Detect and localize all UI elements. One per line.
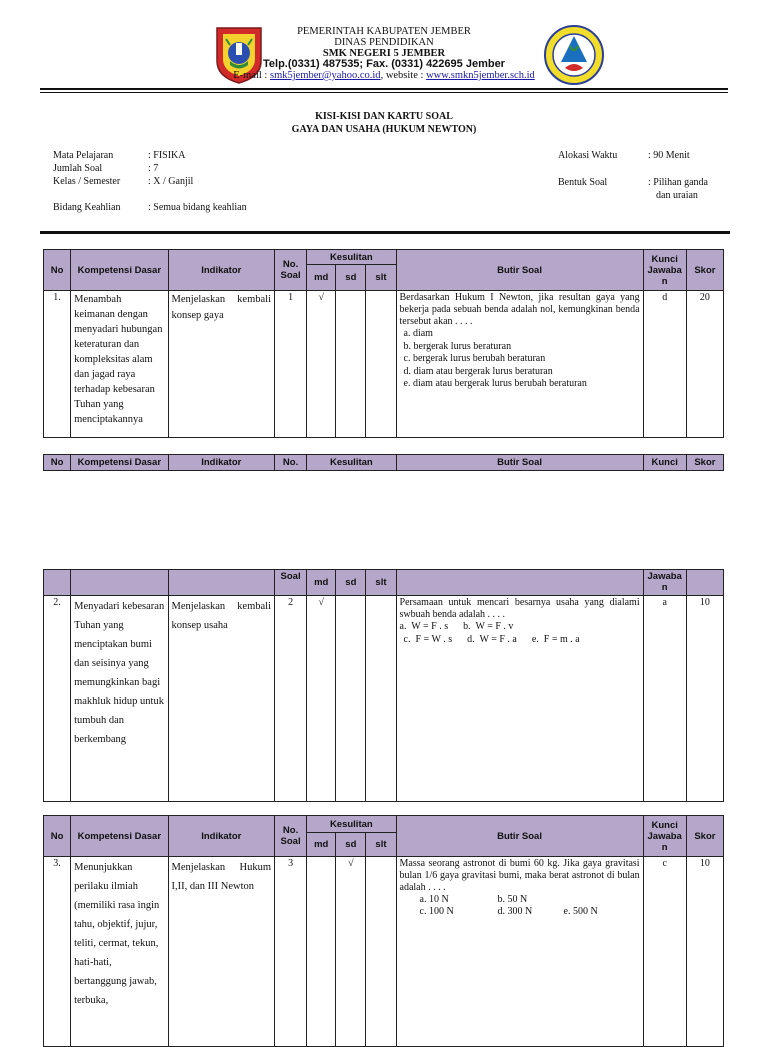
question-table-3 — [43, 815, 724, 1047]
gov-line: PEMERINTAH KABUPATEN JEMBER — [297, 26, 471, 37]
row2-kd-text: Menyadari kebesaran Tuhan yang menciptakan bumi dan seisinya yang memungkinkan bagi makhluk hidup untuk tumbuh dan berkembang — [74, 601, 165, 745]
th-kunci — [643, 250, 686, 291]
row3-option-c: c. 100 N — [419, 906, 454, 917]
th4-skor: Skor — [686, 816, 723, 857]
meta-kelas-value: : X / Ganjil — [148, 176, 194, 187]
header-rule-thick — [40, 88, 728, 90]
row3-slt — [366, 857, 396, 1047]
row1-indikator-text: Menjelaskan kembali konsep gaya — [171, 294, 271, 321]
doc-title-line1: KISI-KISI DAN KARTU SOAL — [315, 111, 453, 122]
th3-skor — [686, 570, 723, 596]
school-name: SMK NEGERI 5 JEMBER — [322, 48, 446, 59]
row1-kd — [71, 291, 168, 438]
th4-no-soal-2: Soal — [280, 836, 301, 847]
meta-bentuk-value-2: dan uraian — [656, 190, 698, 201]
th4-no-soal-1: No. — [282, 825, 299, 836]
th3-sd: sd — [336, 570, 366, 596]
meta-jumlah-value: : 7 — [148, 163, 159, 174]
th4-indikator: Indikator — [168, 816, 274, 857]
row3-kunci: c — [643, 857, 686, 1047]
row2-options-line2: c. F = W . s d. W = F . a e. F = m . a — [403, 633, 580, 645]
th2-skor: Skor — [686, 455, 723, 471]
website-prefix: , website : — [380, 70, 427, 81]
header-rule-thin — [40, 92, 728, 93]
table-row — [44, 857, 724, 1047]
th-sd: sd — [336, 265, 366, 291]
th4-kd: Kompetensi Dasar — [71, 816, 168, 857]
th-no-soal-2: Soal — [280, 270, 301, 281]
th2-no-soal: No. — [275, 455, 307, 471]
th-skor: Skor — [686, 250, 723, 291]
row1-butir — [396, 291, 643, 438]
th4-kunci-1: Kunci — [651, 819, 678, 831]
th4-kunci-2: Jawaba — [647, 830, 682, 842]
row3-option-e: e. 500 N — [563, 906, 598, 917]
row3-no: 3. — [44, 857, 71, 1047]
th-indikator: Indikator — [168, 250, 274, 291]
th2-kunci: Kunci — [643, 455, 686, 471]
meta-bidang-value: : Semua bidang keahlian — [148, 202, 247, 213]
row2-kunci: a — [643, 596, 686, 802]
meta-mapel-label: Mata Pelajaran — [53, 150, 114, 161]
dept-line: DINAS PENDIDIKAN — [334, 37, 434, 48]
th3-jawaban-2: n — [661, 582, 668, 593]
doc-title — [0, 110, 768, 136]
row2-indikator — [168, 596, 274, 802]
th-kunci-3: n — [661, 275, 668, 287]
row2-no-soal: 2 — [275, 596, 307, 802]
email-link[interactable]: smk5jember@yahoo.co.id — [269, 70, 381, 81]
row3-option-b: b. 50 N — [497, 894, 528, 905]
row1-question: Berdasarkan Hukum I Newton, jika resultan gaya yang bekerja pada sebuah benda adalah nol, kemungkinan benda tersebut akan . . . . — [399, 292, 640, 327]
th3-butir — [396, 570, 643, 596]
th4-no-soal — [275, 816, 307, 857]
th2-indikator: Indikator — [168, 455, 274, 471]
row3-md — [307, 857, 336, 1047]
th4-butir: Butir Soal — [396, 816, 643, 857]
row1-md-check: √ — [307, 291, 336, 438]
th4-no: No — [44, 816, 71, 857]
table-row — [44, 596, 724, 802]
row3-skor: 10 — [686, 857, 723, 1047]
row3-sd-check: √ — [336, 857, 366, 1047]
th4-kunci-3: n — [661, 841, 668, 853]
th2-no: No — [44, 455, 71, 471]
row2-options-line1: a. W = F . s b. W = F . v — [399, 621, 514, 632]
th-kunci-1: Kunci — [651, 253, 678, 265]
th-kd: Kompetensi Dasar — [71, 250, 168, 291]
question-table-2-header — [43, 454, 724, 471]
row1-option-d: d. diam atau bergerak lurus beraturan — [403, 365, 553, 377]
row3-indikator-text: Menjelaskan Hukum I,II, dan III Newton — [171, 862, 271, 892]
row3-question: Massa seorang astronot di bumi 60 kg. Jika gaya gravitasi bulan 1/6 gaya gravitasi bumi, maka berat astronot di bulan adalah . . . . — [399, 858, 640, 893]
th4-sd: sd — [336, 833, 366, 857]
row2-question: Persamaan untuk mencari besarnya usaha yang dialami swbuah benda adalah . . . . — [399, 597, 640, 620]
th-slt: slt — [366, 265, 396, 291]
table-row — [44, 291, 724, 438]
th3-kd — [71, 570, 168, 596]
row1-no-soal: 1 — [275, 291, 307, 438]
question-table-1 — [43, 249, 724, 438]
meta-alokasi-value: : 90 Menit — [648, 150, 690, 161]
th3-jawaban — [643, 570, 686, 596]
th-no-soal — [275, 250, 307, 291]
th3-no — [44, 570, 71, 596]
row1-kunci: d — [643, 291, 686, 438]
row1-indikator — [168, 291, 274, 438]
row3-butir — [396, 857, 643, 1047]
row2-slt — [366, 596, 396, 802]
th4-kesulitan: Kesulitan — [307, 816, 396, 833]
meta-bidang-label: Bidang Keahlian — [53, 202, 121, 213]
row2-no: 2. — [44, 596, 71, 802]
row1-skor: 20 — [686, 291, 723, 438]
row3-no-soal: 3 — [275, 857, 307, 1047]
row1-option-e: e. diam atau bergerak lurus berubah beraturan — [403, 378, 587, 389]
th3-jawaban-1: Jawaba — [647, 571, 682, 582]
meta-alokasi-label: Alokasi Waktu — [558, 150, 618, 161]
website-link[interactable]: www.smkn5jember.sch.id — [426, 70, 535, 81]
th2-kd: Kompetensi Dasar — [71, 455, 168, 471]
section-rule — [40, 231, 730, 234]
th3-slt: slt — [366, 570, 396, 596]
row1-no: 1. — [44, 291, 71, 438]
th3-soal: Soal — [275, 570, 307, 596]
row1-option-a: a. diam — [403, 328, 433, 339]
th3-md: md — [307, 570, 336, 596]
th-md: md — [307, 265, 336, 291]
doc-title-line2: GAYA DAN USAHA (HUKUM NEWTON) — [291, 124, 477, 135]
row1-slt — [366, 291, 396, 438]
th-no-soal-1: No. — [282, 259, 299, 270]
email-prefix: E-mail : — [233, 70, 270, 81]
phone-line: Telp.(0331) 487535; Fax. (0331) 422695 Jember — [263, 58, 505, 70]
th2-kesulitan: Kesulitan — [307, 455, 396, 471]
row3-indikator — [168, 857, 274, 1047]
row2-butir — [396, 596, 643, 802]
letterhead — [0, 26, 768, 81]
row1-kd-text: Menambah keimanan dengan menyadari hubungan keteraturan dan kompleksitas alam dan jagad raya terhadap kebesaran Tuhan yang menciptakannya — [74, 294, 163, 425]
meta-mapel-value: : FISIKA — [148, 150, 186, 161]
meta-jumlah-label: Jumlah Soal — [53, 163, 103, 174]
th4-slt: slt — [366, 833, 396, 857]
meta-kelas-label: Kelas / Semester — [53, 176, 121, 187]
meta-bentuk-value-1: : Pilihan ganda — [648, 177, 708, 188]
th3-indikator — [168, 570, 274, 596]
row2-skor: 10 — [686, 596, 723, 802]
row2-indikator-text: Menjelaskan kembali konsep usaha — [171, 601, 271, 631]
th-kesulitan: Kesulitan — [307, 250, 396, 265]
th4-md: md — [307, 833, 336, 857]
row3-option-a: a. 10 N — [419, 894, 449, 905]
row2-kd — [71, 596, 168, 802]
contact-line — [0, 70, 768, 81]
row3-option-d: d. 300 N — [497, 906, 533, 917]
question-table-2 — [43, 569, 724, 802]
th-kunci-2: Jawaba — [647, 264, 682, 276]
th-butir: Butir Soal — [396, 250, 643, 291]
row3-kd-text: Menunjukkan perilaku ilmiah (memiliki rasa ingin tahu, objektif, jujur, teliti, cermat, tekun, hati-hati, bertanggung jawab, terbuka, — [74, 862, 160, 1006]
row3-kd — [71, 857, 168, 1047]
meta-bentuk-label: Bentuk Soal — [558, 177, 608, 188]
row1-options — [400, 328, 640, 391]
th2-butir: Butir Soal — [396, 455, 643, 471]
row2-md-check: √ — [307, 596, 336, 802]
row2-sd — [336, 596, 366, 802]
row3-options — [400, 894, 640, 920]
row1-option-c: c. bergerak lurus berubah beraturan — [403, 353, 546, 364]
row1-option-b: b. bergerak lurus beraturan — [403, 340, 512, 352]
th4-kunci — [643, 816, 686, 857]
row1-sd — [336, 291, 366, 438]
th-no: No — [44, 250, 71, 291]
